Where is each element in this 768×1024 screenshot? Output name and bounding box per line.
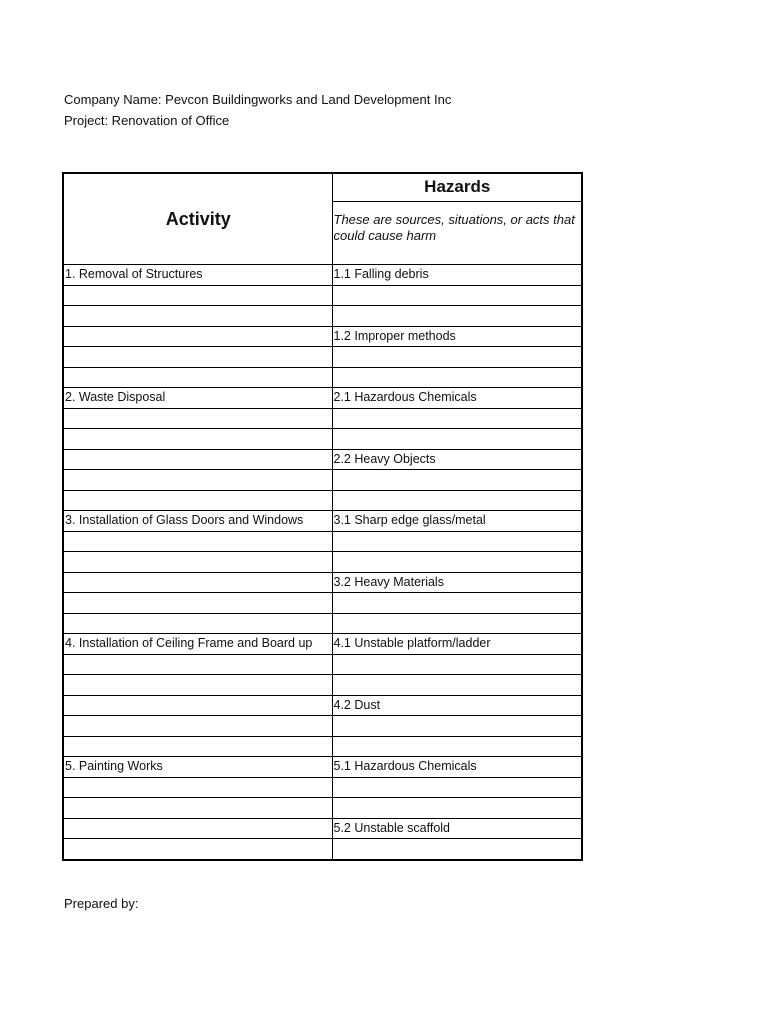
hazard-cell[interactable] [332,511,582,532]
activity-cell[interactable] [63,593,332,614]
activity-cell[interactable] [63,449,332,470]
hazard-cell[interactable] [332,367,582,388]
hazard-cell[interactable] [332,593,582,614]
table-row [63,634,582,655]
activity-cell[interactable] [63,716,332,737]
activity-cell[interactable] [63,326,332,347]
table-row [63,449,582,470]
activity-cell[interactable] [63,757,332,778]
activity-cell[interactable] [63,347,332,368]
activity-cell[interactable] [63,736,332,757]
hazard-cell[interactable] [332,347,582,368]
table-row [63,511,582,532]
hazard-cell[interactable] [332,285,582,306]
table-row [63,695,582,716]
hazard-cell[interactable] [332,388,582,409]
activity-cell[interactable] [63,367,332,388]
table-row [63,347,582,368]
activity-text: 3. Installation of Glass Doors and Windows [65,513,304,527]
hazard-text: 1.2 Improper methods [333,328,456,343]
prepared-by-label: Prepared by: [64,896,139,911]
activity-cell[interactable] [63,490,332,511]
activity-text: 2. Waste Disposal [65,390,166,404]
hazard-text: 4.1 Unstable platform/ladder [333,636,491,650]
table-row [63,470,582,491]
hazard-cell[interactable] [332,613,582,634]
activity-cell[interactable] [63,408,332,429]
table-row [63,326,582,347]
hazard-cell[interactable] [332,490,582,511]
activity-cell[interactable] [63,798,332,819]
table-row [63,675,582,696]
hazard-cell[interactable] [332,572,582,593]
activity-column-header: Activity [63,173,332,265]
activity-cell[interactable] [63,306,332,327]
hazard-cell[interactable] [332,408,582,429]
table-row [63,839,582,860]
table-row [63,552,582,573]
hazard-text: 3.2 Heavy Materials [333,574,444,589]
hazards-description: These are sources, situations, or acts that could cause harm [332,201,582,264]
hazard-cell[interactable] [332,839,582,860]
hazard-cell[interactable] [332,757,582,778]
table-row [63,798,582,819]
table-row [63,367,582,388]
activity-cell[interactable] [63,675,332,696]
hazard-cell[interactable] [332,429,582,450]
hazard-cell[interactable] [332,736,582,757]
project-name: Project: Renovation of Office [64,113,230,128]
activity-cell[interactable] [63,511,332,532]
activity-cell[interactable] [63,531,332,552]
table-row [63,285,582,306]
hazards-column-header: Hazards [332,173,582,201]
hazard-cell[interactable] [332,552,582,573]
activity-cell[interactable] [63,818,332,839]
hazard-cell[interactable] [332,654,582,675]
activity-cell[interactable] [63,285,332,306]
activity-cell[interactable] [63,552,332,573]
activity-cell[interactable] [63,634,332,655]
hazard-table-body [63,173,582,860]
table-header-row [63,173,582,201]
table-row [63,654,582,675]
hazard-table [62,172,583,861]
table-row [63,429,582,450]
hazard-cell[interactable] [332,777,582,798]
table-row [63,265,582,286]
table-row [63,736,582,757]
activity-text: 1. Removal of Structures [65,267,203,281]
company-name: Company Name: Pevcon Buildingworks and Land Development Inc [64,92,452,107]
hazard-cell[interactable] [332,265,582,286]
hazard-cell[interactable] [332,449,582,470]
hazard-text: 5.2 Unstable scaffold [333,820,451,835]
activity-cell[interactable] [63,572,332,593]
table-row [63,818,582,839]
activity-cell[interactable] [63,613,332,634]
table-row [63,757,582,778]
table-row [63,306,582,327]
hazard-cell[interactable] [332,695,582,716]
activity-cell[interactable] [63,470,332,491]
activity-cell[interactable] [63,695,332,716]
table-row [63,716,582,737]
activity-cell[interactable] [63,429,332,450]
hazard-cell[interactable] [332,634,582,655]
table-row [63,490,582,511]
activity-cell[interactable] [63,388,332,409]
hazard-cell[interactable] [332,716,582,737]
hazard-text: 1.1 Falling debris [333,267,429,281]
table-row [63,777,582,798]
hazard-cell[interactable] [332,818,582,839]
hazard-text: 5.1 Hazardous Chemicals [333,759,477,773]
hazard-cell[interactable] [332,470,582,491]
activity-cell[interactable] [63,777,332,798]
hazard-cell[interactable] [332,798,582,819]
activity-cell[interactable] [63,265,332,286]
activity-text: 4. Installation of Ceiling Frame and Board up [65,636,313,650]
hazard-text: 4.2 Dust [333,697,381,712]
table-row [63,593,582,614]
table-row [63,388,582,409]
activity-cell[interactable] [63,839,332,860]
activity-text: 5. Painting Works [65,759,163,773]
hazard-text: 3.1 Sharp edge glass/metal [333,513,486,527]
table-row [63,531,582,552]
table-row [63,408,582,429]
activity-cell[interactable] [63,654,332,675]
hazard-cell[interactable] [332,306,582,327]
hazard-cell[interactable] [332,675,582,696]
hazard-cell[interactable] [332,531,582,552]
hazard-text: 2.1 Hazardous Chemicals [333,390,477,404]
hazard-cell[interactable] [332,326,582,347]
hazard-text: 2.2 Heavy Objects [333,451,436,466]
table-row [63,613,582,634]
table-row [63,572,582,593]
